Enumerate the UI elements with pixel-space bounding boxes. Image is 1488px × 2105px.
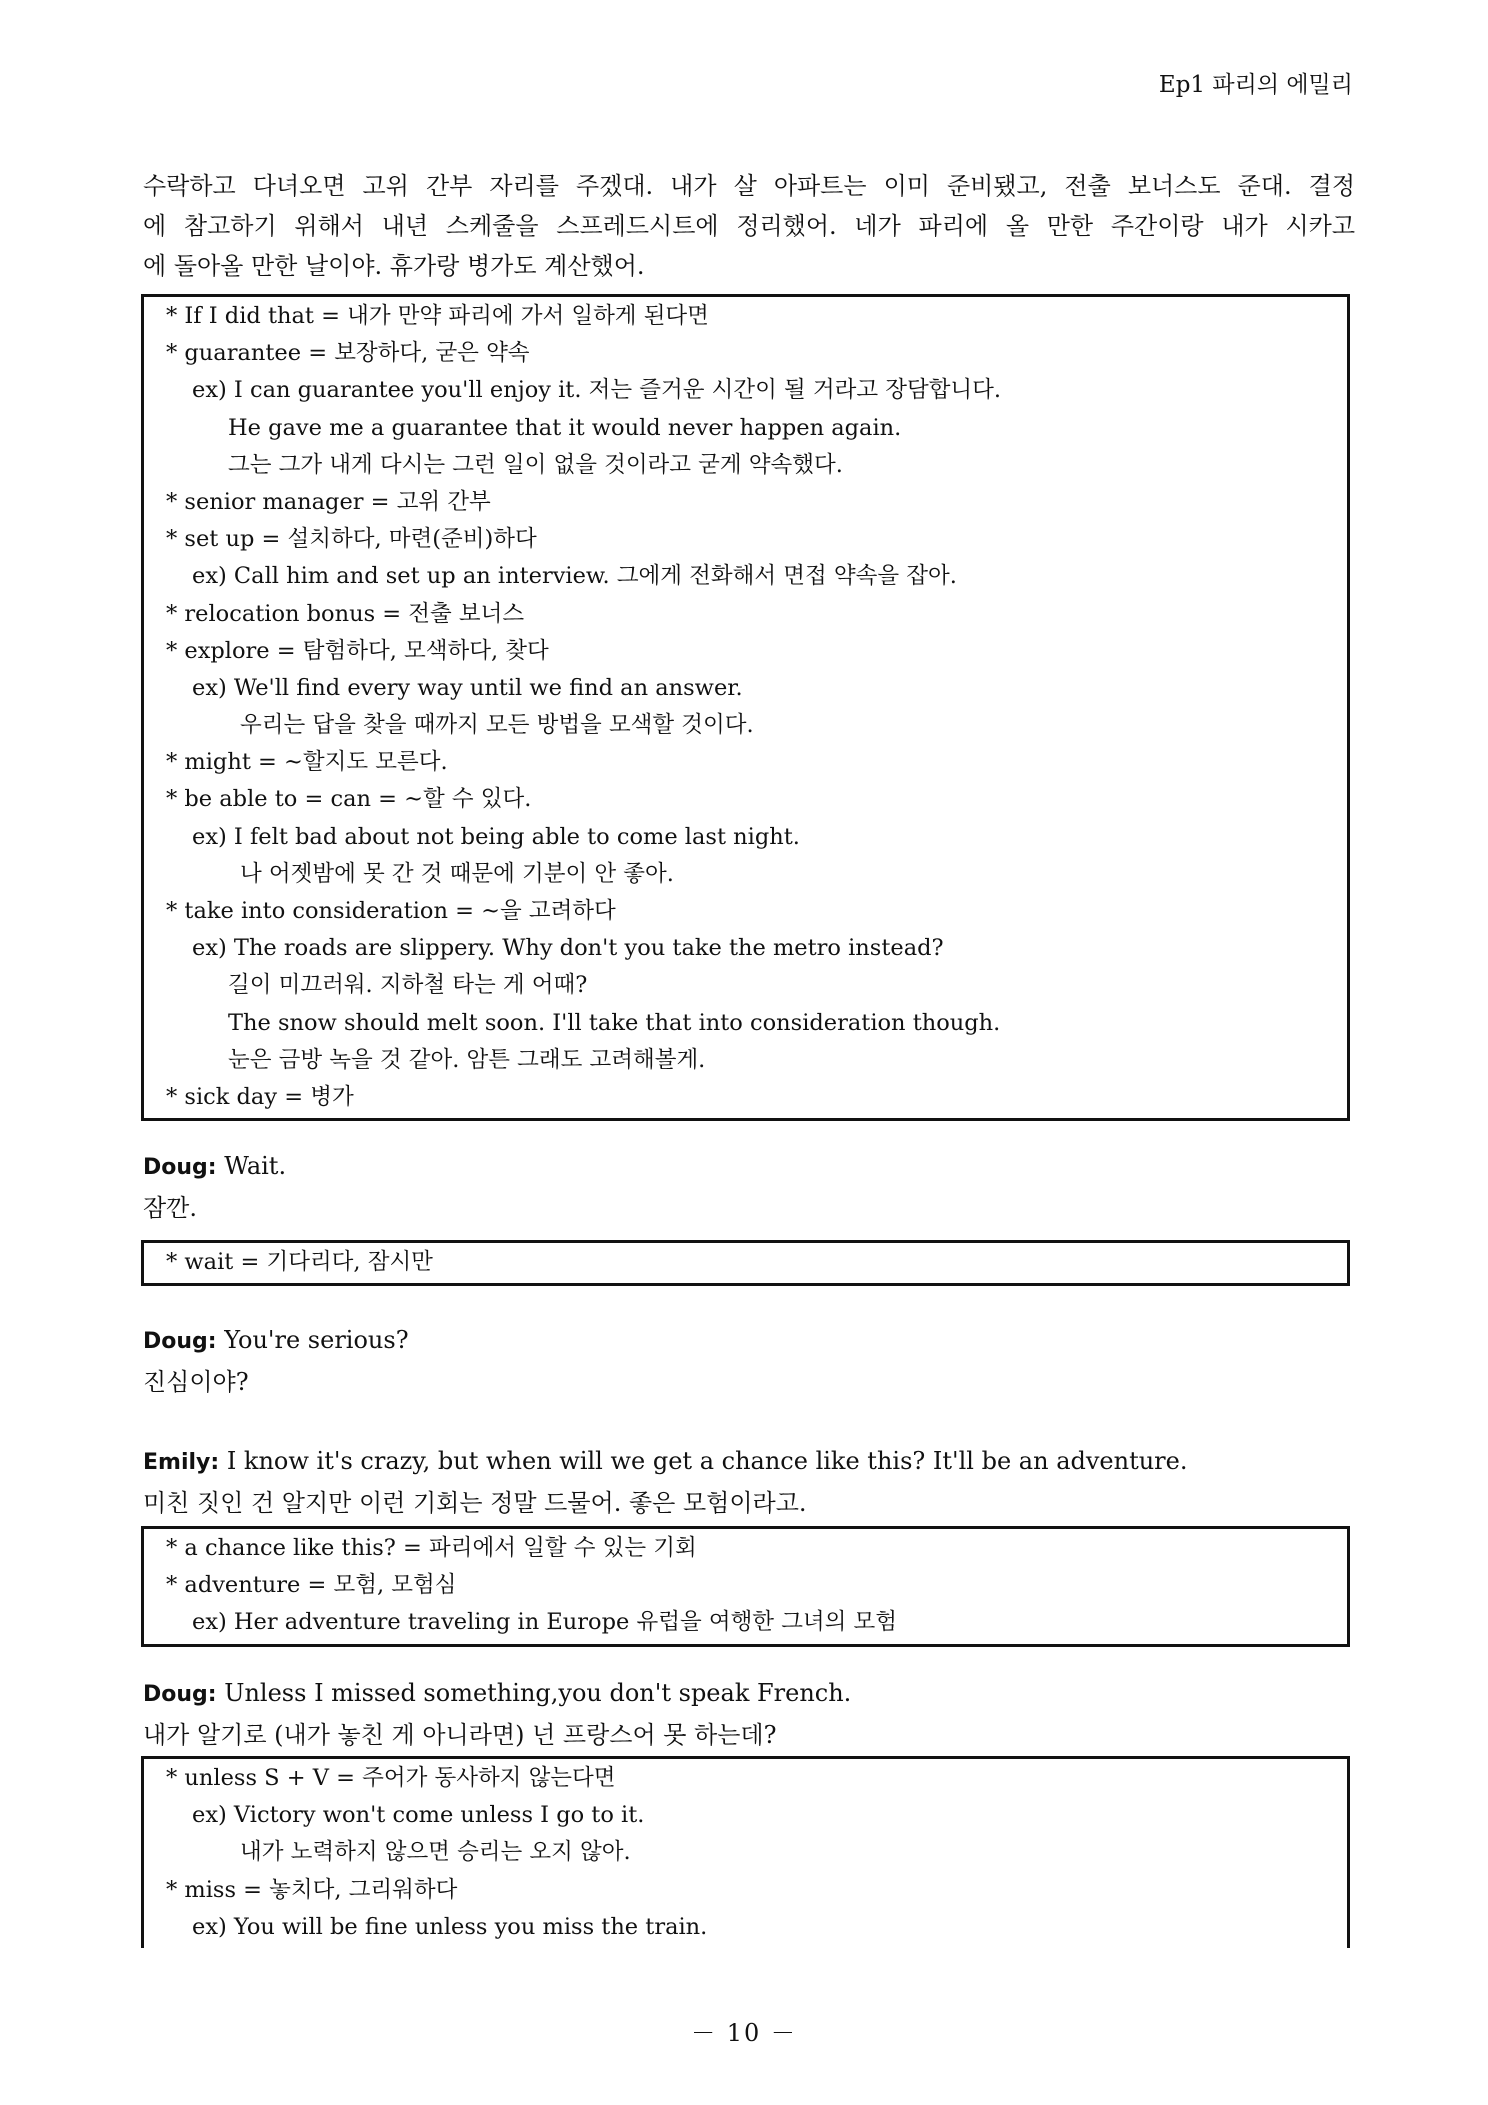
vocab-box-4 bbox=[141, 1756, 1350, 1948]
dialogue-doug-3 bbox=[143, 1673, 851, 1755]
vocab-item: * wait = 기다리다, 잠시만 bbox=[166, 1249, 433, 1275]
vocab-example: He gave me a guarantee that it would never happen again. bbox=[228, 414, 902, 441]
vocab-example: ex) We'll find every way until we find an answer. bbox=[192, 674, 743, 701]
vocab-item: * explore = 탐험하다, 모색하다, 찾다 bbox=[166, 637, 549, 664]
speaker-name: Doug bbox=[143, 1155, 208, 1180]
speaker-colon: : bbox=[210, 1450, 220, 1475]
dialogue-korean: 내가 알기로 (내가 놓친 게 아니라면) 넌 프랑스어 못 하는데? bbox=[143, 1721, 777, 1749]
vocab-item: * might = ~할지도 모른다. bbox=[166, 749, 448, 776]
page-header: Ep1 파리의 에밀리 bbox=[1158, 72, 1353, 98]
vocab-item: * guarantee = 보장하다, 굳은 약속 bbox=[166, 340, 530, 367]
vocab-example: ex) The roads are slippery. Why don't you take the metro instead? bbox=[192, 935, 944, 962]
dialogue-doug-2 bbox=[143, 1320, 409, 1402]
speaker-colon: : bbox=[207, 1155, 217, 1180]
intro-line: 에 돌아올 만한 날이야. 휴가랑 병가도 계산했어. bbox=[143, 252, 645, 280]
vocab-item: * senior manager = 고위 간부 bbox=[166, 488, 491, 515]
dialogue-english: Wait. bbox=[216, 1152, 287, 1180]
dialogue-korean: 잠깐. bbox=[143, 1194, 197, 1222]
vocab-example: ex) Victory won't come unless I go to it. bbox=[192, 1802, 645, 1829]
dialogue-doug-1 bbox=[143, 1146, 286, 1228]
vocab-item: * a chance like this? = 파리에서 일할 수 있는 기회 bbox=[166, 1535, 697, 1561]
dialogue-english: Unless I missed something,you don't speak French. bbox=[216, 1679, 852, 1707]
intro-line: 에 참고하기 위해서 내년 스케줄을 스프레드시트에 정리했어. 네가 파리에 올 만한 주간이랑 내가 시카고 bbox=[143, 212, 1355, 240]
vocab-example: ex) You will be fine unless you miss the train. bbox=[192, 1913, 708, 1940]
vocab-example: 내가 노력하지 않으면 승리는 오지 않아. bbox=[240, 1839, 631, 1866]
vocab-item: * sick day = 병가 bbox=[166, 1083, 354, 1110]
vocab-example: 우리는 답을 찾을 때까지 모든 방법을 모색할 것이다. bbox=[240, 712, 754, 739]
speaker-name: Doug bbox=[143, 1329, 208, 1354]
vocab-item: * If I did that = 내가 만약 파리에 가서 일하게 된다면 bbox=[166, 303, 709, 329]
vocab-example: ex) I felt bad about not being able to come last night. bbox=[192, 823, 800, 850]
speaker-colon: : bbox=[207, 1682, 217, 1707]
vocab-example: ex) Call him and set up an interview. 그에게 전화해서 면접 약속을 잡아. bbox=[192, 563, 957, 590]
vocab-example: 길이 미끄러워. 지하철 타는 게 어때? bbox=[228, 972, 588, 999]
vocab-example: ex) I can guarantee you'll enjoy it. 저는 즐거운 시간이 될 거라고 장담합니다. bbox=[192, 377, 1002, 404]
vocab-example: 눈은 금방 녹을 것 같아. 암튼 그래도 고려해볼게. bbox=[228, 1046, 706, 1073]
vocab-example: ex) Her adventure traveling in Europe 유럽을 여행한 그녀의 모험 bbox=[192, 1609, 898, 1636]
vocab-box-3 bbox=[141, 1526, 1350, 1647]
vocab-example: The snow should melt soon. I'll take that into consideration though. bbox=[228, 1009, 1001, 1036]
vocab-item: * miss = 놓치다, 그리워하다 bbox=[166, 1876, 458, 1903]
speaker-colon: : bbox=[207, 1329, 217, 1354]
vocab-example: 그는 그가 내게 다시는 그런 일이 없을 것이라고 굳게 약속했다. bbox=[228, 451, 843, 478]
dialogue-korean: 진심이야? bbox=[143, 1368, 249, 1396]
vocab-example: 나 어젯밤에 못 간 것 때문에 기분이 안 좋아. bbox=[240, 860, 674, 887]
speaker-name: Doug bbox=[143, 1682, 208, 1707]
vocab-box-1 bbox=[141, 294, 1350, 1121]
vocab-item: * take into consideration = ~을 고려하다 bbox=[166, 898, 616, 924]
dialogue-korean: 미친 짓인 건 알지만 이런 기회는 정말 드물어. 좋은 모험이라고. bbox=[143, 1489, 807, 1517]
intro-line: 수락하고 다녀오면 고위 간부 자리를 주겠대. 내가 살 아파트는 이미 준비됐고, 전출 보너스도 준대. 결정 bbox=[143, 172, 1355, 200]
intro-paragraph bbox=[143, 166, 1355, 286]
vocab-item: * relocation bonus = 전출 보너스 bbox=[166, 600, 525, 627]
vocab-box-2 bbox=[141, 1240, 1350, 1286]
vocab-item: * unless S + V = 주어가 동사하지 않는다면 bbox=[166, 1765, 616, 1791]
dialogue-english: I know it's crazy, but when will we get a chance like this? It'll be an adventure. bbox=[219, 1447, 1188, 1475]
vocab-item: * adventure = 모험, 모험심 bbox=[166, 1572, 457, 1599]
vocab-item: * set up = 설치하다, 마련(준비)하다 bbox=[166, 526, 537, 553]
vocab-item: * be able to = can = ~할 수 있다. bbox=[166, 786, 532, 813]
speaker-name: Emily bbox=[143, 1450, 211, 1475]
dialogue-english: You're serious? bbox=[216, 1326, 409, 1354]
page-number: － 10 － bbox=[691, 2019, 797, 2047]
dialogue-emily bbox=[143, 1441, 1187, 1523]
